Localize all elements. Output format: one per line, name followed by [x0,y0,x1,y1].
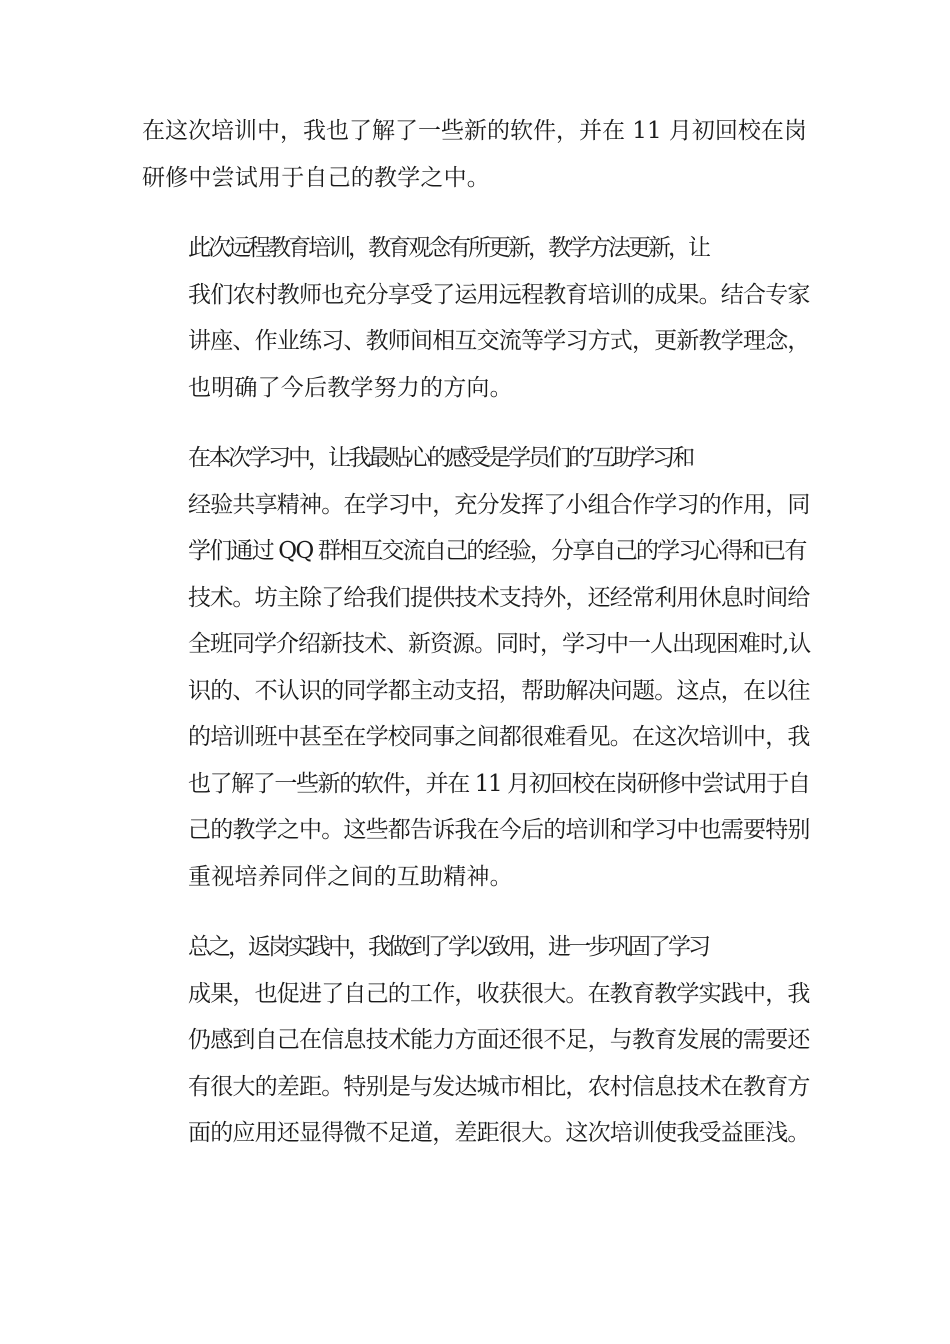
paragraph-1 [142,108,810,201]
paragraph-4 [142,924,810,1157]
text-line: 总之，返岗实践中，我做到了学以致用，进一步巩固了学习 [188,934,708,960]
text-line: 在这次培训中，我也了解了一些新的软件，并在 11 月初回校在岗 [142,118,807,144]
text-line: 重视培养同伴之间的互助精神。 [188,863,513,890]
text-line: 面的应用还显得微不足道，差距很大。这次培训使我受益匪浅。 [188,1120,810,1146]
text-line: 经验共享精神。在学习中，充分发挥了小组合作学习的作用，同 [188,491,810,518]
paragraph-3 [142,435,810,900]
text-line: 学们通过 QQ 群相互交流自己的经验，分享自己的学习心得和已有 [188,538,806,564]
text-line: 我们农村教师也充分享受了运用远程教育培训的成果。结合专家 [188,281,810,308]
text-line: 的培训班中甚至在学校同事之间都很难看见。在这次培训中，我 [188,724,810,750]
text-line: 研修中尝试用于自己的教学之中。 [142,164,490,191]
text-line: 讲座、作业练习、教师间相互交流等学习方式，更新教学理念， [188,328,810,354]
text-line: 在本次学习中，让我最贴心的感受是学员们的’互助学习和 [188,445,693,471]
text-line: 也了解了一些新的软件，并在 11 月初回校在岗研修中尝试用于自 [188,770,810,797]
paragraph-2 [142,225,810,411]
text-line: 成果，也促进了自己的工作，收获很大。在教育教学实践中，我 [188,980,810,1007]
text-line: 己的教学之中。这些都告诉我在今后的培训和学习中也需要特别 [188,817,810,843]
text-line: 也明确了今后教学努力的方向。 [188,374,513,401]
text-line: 此次远程教育培训，教育观念有所更新，教学方法更新，让 [188,235,708,261]
text-line: 仍感到自己在信息技术能力方面还很不足，与教育发展的需要还 [188,1027,810,1053]
text-line: 技术。坊主除了给我们提供技术支持外，还经常利用休息时间给 [188,584,810,611]
document-body [142,108,810,1181]
text-line: 全班同学介绍新技术、新资源。同时，学习中一人出现困难时,认 [188,631,811,657]
text-line: 识的、不认识的同学都主动支招，帮助解决问题。这点，在以往 [188,677,810,704]
text-line: 有很大的差距。特别是与发达城市相比，农村信息技术在教育方 [188,1073,810,1100]
